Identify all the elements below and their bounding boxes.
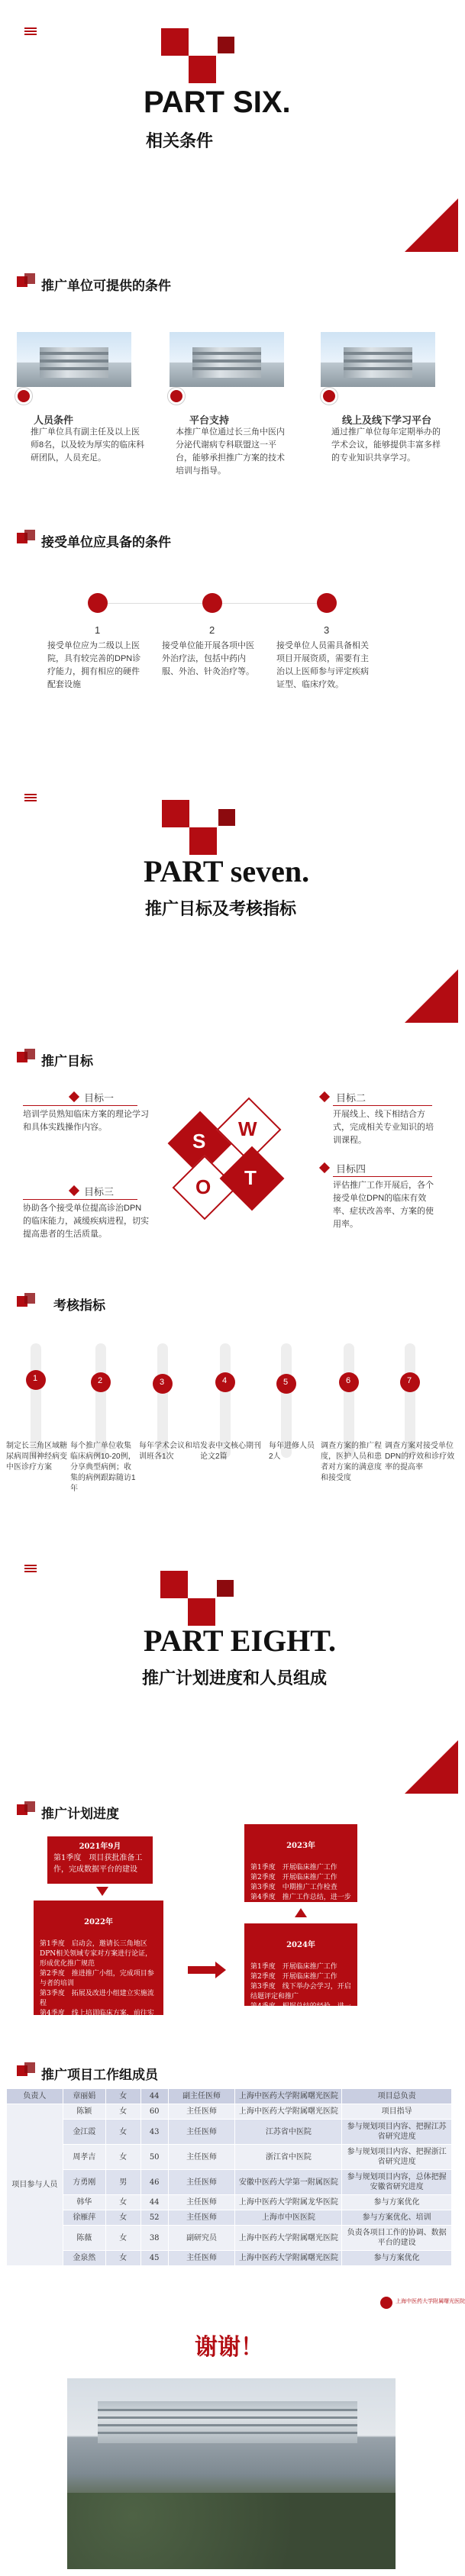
table-cell: 参与方案优化、培训 xyxy=(342,2210,452,2226)
kpi-text: 调查方案的推广程度，医护人员和患者对方案的满意度和接受度 xyxy=(321,1442,382,1482)
deco-square xyxy=(188,1598,215,1626)
table-cell: 女 xyxy=(105,2251,140,2266)
swot-letter: T xyxy=(244,1166,257,1189)
part-eight-subtitle: 推广计划进度和人员组成 xyxy=(142,1668,328,1688)
schedule-text: 第1季度 开展临床推广工作 第2季度 开展临床推广工作 第3季度 线下举办会学习，开启结题评定和推广 第4季度 根据总结的经验，进一步开展临床推广工作 xyxy=(250,1963,351,2020)
table-cell: 主任医师 xyxy=(168,2104,235,2120)
goal-text: 评估推广工作开展后，各个接受单位DPN的临床有效率、症状改善率、方案的使用率。 xyxy=(333,1181,434,1229)
table-cell: 章丽娟 xyxy=(63,2089,105,2104)
kpi-number: 2 xyxy=(98,1376,103,1385)
hospital-logo xyxy=(380,2296,465,2310)
slide-promo-conditions xyxy=(0,252,458,511)
corner-triangle xyxy=(405,1740,458,1794)
swot-letter: O xyxy=(195,1175,212,1198)
table-row xyxy=(7,2120,452,2145)
kpi-number: 3 xyxy=(160,1378,165,1387)
goal-label: 目标三 xyxy=(84,1186,115,1198)
schedule-year: 2021年9月 xyxy=(79,1843,121,1851)
schedule-year: 2022年 xyxy=(84,1918,113,1926)
table-cell: 60 xyxy=(140,2104,168,2120)
kpi-text: 每年学术会议和培训班各1次 xyxy=(139,1442,200,1461)
kpi-text: 每个推广单位收集临床病例10-20例，分享典型病例；收集的病例跟踪随访1年 xyxy=(70,1442,136,1493)
online-icon xyxy=(321,388,337,405)
schedule-box-2021 xyxy=(47,1836,153,1884)
arrow-down xyxy=(96,1887,108,1896)
section-title: 推广计划进度 xyxy=(41,1807,119,1821)
goal-marker xyxy=(69,1185,79,1196)
part-six-title: PART SIX. xyxy=(144,85,291,119)
table-cell: 女 xyxy=(105,2104,140,2120)
thanks-text: 谢谢！ xyxy=(195,2334,263,2361)
table-cell: 陈薇 xyxy=(63,2226,105,2251)
table-cell: 上海中医药大学附属曙光医院 xyxy=(235,2104,342,2120)
kpi-number: 1 xyxy=(33,1374,38,1383)
arrow-right xyxy=(188,1966,215,1974)
table-cell: 44 xyxy=(140,2195,168,2210)
card-title: 人员条件 xyxy=(34,414,74,426)
step-number: 1 xyxy=(95,624,101,636)
section-icon xyxy=(17,2062,40,2081)
table-cell: 上海中医药大学附属曙光医院 xyxy=(235,2251,342,2266)
table-row xyxy=(7,2089,452,2104)
table-cell: 副研究员 xyxy=(168,2226,235,2251)
card-title: 线上及线下学习平台 xyxy=(342,414,432,426)
step-dot xyxy=(202,593,222,613)
building-photo xyxy=(321,332,435,387)
table-cell: 参与规划项目内容、把握浙江省研究进度 xyxy=(342,2145,452,2170)
table-cell-role: 负责人 xyxy=(7,2089,63,2104)
table-cell: 上海中医药大学附属曙光医院 xyxy=(235,2089,342,2104)
goal-underline xyxy=(333,1176,432,1177)
goal-underline xyxy=(333,1105,432,1106)
menu-icon[interactable] xyxy=(24,794,37,801)
table-cell: 上海中医药大学附属龙华医院 xyxy=(235,2195,342,2210)
table-cell: 主任医师 xyxy=(168,2210,235,2226)
table-cell: 项目总负责 xyxy=(342,2089,452,2104)
swot-letter: W xyxy=(238,1117,257,1140)
table-cell: 韩华 xyxy=(63,2195,105,2210)
kpi-text: 每年进修人员2人 xyxy=(269,1442,315,1461)
table-cell: 金泉然 xyxy=(63,2251,105,2266)
team-table xyxy=(6,2088,452,2266)
card-text: 本推广单位通过长三角中医内分泌代谢病专科联盟这一平台，能够承担推广方案的技术培训与指导。 xyxy=(176,427,285,476)
table-cell: 副主任医师 xyxy=(168,2089,235,2104)
menu-icon[interactable] xyxy=(24,27,37,35)
arrow-right-head xyxy=(215,1962,226,1978)
deco-square xyxy=(160,1571,188,1598)
goal-text: 培训学员熟知临床方案的理论学习和具体实践操作内容。 xyxy=(23,1110,149,1132)
card-text: 推广单位具有副主任及以上医师8名，以及较为厚实的临床科研团队，人员充足。 xyxy=(31,427,145,463)
section-title: 推广目标 xyxy=(41,1054,93,1069)
table-cell: 参与规划项目内容，总体把握安徽省研究进度 xyxy=(342,2170,452,2195)
table-cell: 安徽中医药大学第一附属医院 xyxy=(235,2170,342,2195)
slide-goals xyxy=(0,1023,458,1282)
table-cell: 男 xyxy=(105,2170,140,2195)
slide-thanks xyxy=(0,2313,458,2576)
goal-text: 开展线上、线下相结合方式，完成相关专业知识的培训课程。 xyxy=(333,1110,434,1145)
table-cell: 女 xyxy=(105,2210,140,2226)
kpi-number: 4 xyxy=(222,1376,228,1385)
kpi-text: 发表中文核心期刊论文2篇 xyxy=(200,1442,261,1461)
slide-part-seven xyxy=(0,771,458,1023)
section-icon xyxy=(17,273,40,292)
table-cell: 主任医师 xyxy=(168,2251,235,2266)
table-cell: 44 xyxy=(140,2089,168,2104)
swot-letter: S xyxy=(192,1130,206,1153)
step-dot xyxy=(88,593,108,613)
kpi-number: 6 xyxy=(346,1376,351,1385)
table-cell: 参与规划项目内容、把握江苏省研究进度 xyxy=(342,2120,452,2145)
section-title: 推广单位可提供的条件 xyxy=(41,279,171,293)
table-cell: 金江霞 xyxy=(63,2120,105,2145)
part-eight-title: PART EIGHT. xyxy=(144,1623,336,1658)
card-text: 通过推广单位每年定期举办的学术会议，能够提供丰富多样的专业知识共享学习。 xyxy=(331,427,441,463)
goal-marker xyxy=(319,1091,330,1102)
table-cell: 上海市中医医院 xyxy=(235,2210,342,2226)
slide-accept-conditions xyxy=(0,511,458,771)
card-title: 平台支持 xyxy=(189,414,230,426)
schedule-text: 第1季度 开展临床推广工作 第2季度 开展临床推广工作 第3季度 中期推广工作检查 第4季度 推广工作总结，进一步优化方案，并完成满意度的调查汇总，西苑推广方案 xyxy=(250,1864,351,1921)
kpi-number: 5 xyxy=(283,1378,289,1387)
section-icon xyxy=(17,1293,40,1311)
goal-underline xyxy=(23,1105,137,1106)
part-seven-subtitle: 推广目标及考核指标 xyxy=(145,899,297,918)
table-cell: 主任医师 xyxy=(168,2145,235,2170)
step-dot xyxy=(317,593,337,613)
slide-kpi xyxy=(0,1282,458,1542)
table-cell: 50 xyxy=(140,2145,168,2170)
table-cell: 45 xyxy=(140,2251,168,2266)
logo-text: 上海中医药大学附属曙光医院 xyxy=(396,2299,465,2304)
table-cell: 上海中医药大学附属曙光医院 xyxy=(235,2226,342,2251)
table-cell: 方勇刚 xyxy=(63,2170,105,2195)
table-row xyxy=(7,2251,452,2266)
corner-triangle xyxy=(405,198,458,252)
section-title: 推广项目工作组成员 xyxy=(41,2068,158,2082)
table-cell-role: 项目参与人员 xyxy=(7,2104,63,2266)
table-cell: 周孝吉 xyxy=(63,2145,105,2170)
step-text: 接受单位应为二级以上医院，具有较完善的DPN诊疗能力，拥有相应的硬件配套设施 xyxy=(47,641,141,689)
table-row xyxy=(7,2210,452,2226)
section-title: 考核指标 xyxy=(53,1298,105,1313)
table-cell: 徐雁萍 xyxy=(63,2210,105,2226)
kpi-number: 7 xyxy=(407,1376,412,1385)
table-cell: 46 xyxy=(140,2170,168,2195)
part-seven-title: PART seven. xyxy=(144,854,310,888)
arrow-up xyxy=(295,1908,307,1917)
menu-icon[interactable] xyxy=(24,1565,37,1572)
table-cell: 女 xyxy=(105,2089,140,2104)
deco-square xyxy=(162,800,189,827)
deco-square xyxy=(218,809,235,826)
table-row xyxy=(7,2145,452,2170)
table-row xyxy=(7,2195,452,2210)
slide-part-eight xyxy=(0,1542,458,1794)
table-cell: 江苏省中医院 xyxy=(235,2120,342,2145)
kpi-text: 制定长三角区域糖尿病周围神经病变中医诊疗方案 xyxy=(6,1442,67,1472)
table-cell: 女 xyxy=(105,2120,140,2145)
step-text: 接受单位能开展各项中医外治疗法，包括中药内服、外治、针灸治疗等。 xyxy=(162,641,254,676)
schedule-year: 2024年 xyxy=(286,1941,315,1949)
table-cell: 陈颖 xyxy=(63,2104,105,2120)
deco-square xyxy=(161,28,189,56)
section-icon xyxy=(17,1801,40,1820)
table-cell: 负责各项目工作的协调、数据平台的建设 xyxy=(342,2226,452,2251)
goal-label: 目标二 xyxy=(336,1092,367,1104)
step-text: 接受单位人员需具备相关项目开展资质，需要有主治以上医师参与评定疾病证型、临床疗效。 xyxy=(276,641,369,689)
building-photo xyxy=(170,332,284,387)
kpi-text: 调查方案对接受单位DPN的疗效和诊疗效率的提高率 xyxy=(385,1442,455,1472)
table-cell: 参与方案优化 xyxy=(342,2195,452,2210)
table-cell: 女 xyxy=(105,2195,140,2210)
schedule-box-2024 xyxy=(244,1923,357,2020)
table-cell: 52 xyxy=(140,2210,168,2226)
table-row xyxy=(7,2170,452,2195)
deco-square xyxy=(189,827,217,855)
building-photo xyxy=(17,332,131,387)
people-icon xyxy=(15,388,32,405)
table-row xyxy=(7,2226,452,2251)
campus-photo xyxy=(67,2378,396,2569)
deco-square xyxy=(217,1580,234,1597)
deco-square xyxy=(189,56,216,83)
step-number: 2 xyxy=(209,624,215,636)
goal-text: 协助各个接受单位提高诊治DPN的临床能力，减缓疾病进程，切实提高患者的生活质量。 xyxy=(23,1204,149,1239)
table-cell: 女 xyxy=(105,2226,140,2251)
table-cell: 主任医师 xyxy=(168,2170,235,2195)
table-cell: 38 xyxy=(140,2226,168,2251)
section-icon xyxy=(17,1049,40,1067)
table-cell: 项目指导 xyxy=(342,2104,452,2120)
schedule-text: 第1季度 启动会，邀请长三角地区DPN相关领域专家对方案进行论证，形成优化推广规范 第2季度 推进推广小组，完成项目参与者的培训 第3季度 拓展及改进小组建立实施流程 第4季度 线上培训临床方案，前往实施过程中可能出现的问题 xyxy=(40,1940,154,2027)
goal-marker xyxy=(69,1091,79,1102)
table-cell: 女 xyxy=(105,2145,140,2170)
platform-icon xyxy=(168,388,185,405)
goal-marker xyxy=(319,1162,330,1173)
goal-label: 目标一 xyxy=(84,1092,115,1104)
section-title: 接受单位应具备的条件 xyxy=(41,535,171,550)
deco-square xyxy=(218,37,234,53)
goal-label: 目标四 xyxy=(336,1163,367,1175)
table-cell: 主任医师 xyxy=(168,2120,235,2145)
table-cell: 43 xyxy=(140,2120,168,2145)
slide-team xyxy=(0,2053,465,2313)
schedule-text: 第1季度 项目获批准备工作，完成数据平台的建设 xyxy=(53,1854,143,1874)
table-cell: 参与方案优化 xyxy=(342,2251,452,2266)
slide-schedule xyxy=(0,1794,458,2053)
table-row xyxy=(7,2104,452,2120)
schedule-box-2022 xyxy=(34,1901,163,2027)
slide-part-six xyxy=(0,0,458,252)
table-cell: 浙江省中医院 xyxy=(235,2145,342,2170)
table-cell: 主任医师 xyxy=(168,2195,235,2210)
goal-underline xyxy=(23,1199,137,1200)
section-icon xyxy=(17,530,40,548)
corner-triangle xyxy=(405,969,458,1023)
schedule-box-2023 xyxy=(244,1824,357,1921)
schedule-year: 2023年 xyxy=(286,1842,315,1850)
step-number: 3 xyxy=(324,624,330,636)
part-six-subtitle: 相关条件 xyxy=(146,131,214,150)
